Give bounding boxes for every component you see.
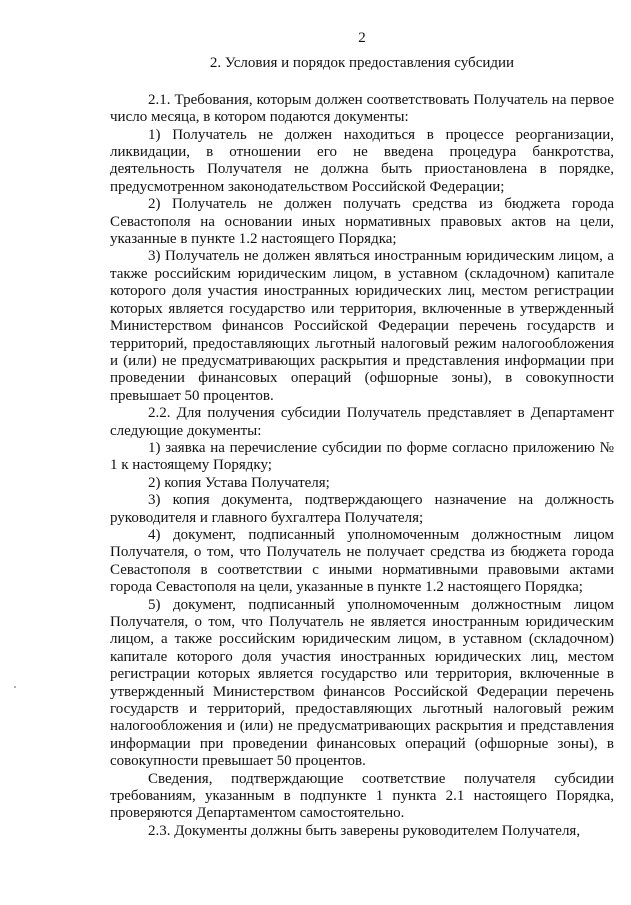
paragraph-2-2-item-3: 3) копия документа, подтверждающего назначение на должность руководителя и главного бухгалтера Получателя; — [110, 492, 614, 526]
paragraph-2-2-item-2: 2) копия Устава Получателя; — [148, 474, 330, 491]
paragraph-2-1-item-2: 2) Получатель не должен получать средства из бюджета города Севастополя на основании иных нормативных правовых актов на цели, указанные в пункте 1.2 настоящего Порядка; — [110, 196, 614, 248]
paragraph-2-1-item-3: 3) Получатель не должен являться иностранным юридическим лицом, а также российским юридическим лицом, в уставном (складочном) капитале которого доля участия иностранных юридических лиц, местом регистрации которых является государство или территория, включенные в утвержденный Министерством финансов Российской Федерации перечень государств и территорий, предоставляющих льготный налоговый режим налогообложения и (или) не предусматривающих раскрытия и представления информации при проведении финансовых операций (офшорные зоны), в совокупности превышает 50 процентов. — [110, 248, 614, 404]
scan-speck — [14, 686, 16, 688]
document-body — [110, 92, 614, 840]
section-heading: 2. Условия и порядок предоставления субсидии — [209, 55, 515, 72]
paragraph-2-1: 2.1. Требования, которым должен соответствовать Получатель на первое число месяца, в котором подаются документы: — [110, 91, 614, 126]
paragraph-2-2-item-5: 5) документ, подписанный уполномоченным должностным лицом Получателя, о том, что Получатель не является иностранным юридическим лицом, а также российским юридическим лицом, в уставном (складочном) капитале которого доля участия иностранных юридических лиц, местом регистрации которых является государство или территория, включенные в утвержденный Министерством финансов Российской Федерации перечень государств и территорий, предоставляющих льготный налоговый режим налогообложения и (или) не предусматривающих раскрытия и представления информации при проведении финансовых операций (офшорные зоны), в совокупности превышает 50 процентов. — [110, 596, 614, 770]
paragraph-2-1-item-1: 1) Получатель не должен находиться в процессе реорганизации, ликвидации, в отношении его не введена процедура банкротства, деятельность Получателя не должна быть приостановлена в порядке, предусмотренном законодательством Российской Федерации; — [110, 126, 614, 195]
page-number: 2 — [358, 30, 366, 46]
paragraph-verification-note: Сведения, подтверждающие соответствие получателя субсидии требованиям, указанным в подпункте 1 пункта 2.1 настоящего Порядка, проверяются Департаментом самостоятельно. — [110, 770, 614, 822]
paragraph-2-2-item-1: 1) заявка на перечисление субсидии по форме согласно приложению № 1 к настоящему Порядку; — [110, 439, 614, 474]
paragraph-2-3: 2.3. Документы должны быть заверены руководителем Получателя, — [148, 822, 581, 839]
paragraph-2-2-item-4: 4) документ, подписанный уполномоченным должностным лицом Получателя, о том, что Получатель не получает средства из бюджета города Севастополя в соответствии с иными нормативными правовыми актами города Севастополя на цели, указанные в пункте 1.2 настоящего Порядка; — [110, 526, 614, 596]
paragraph-2-2: 2.2. Для получения субсидии Получатель представляет в Департамент следующие документы: — [110, 405, 614, 439]
